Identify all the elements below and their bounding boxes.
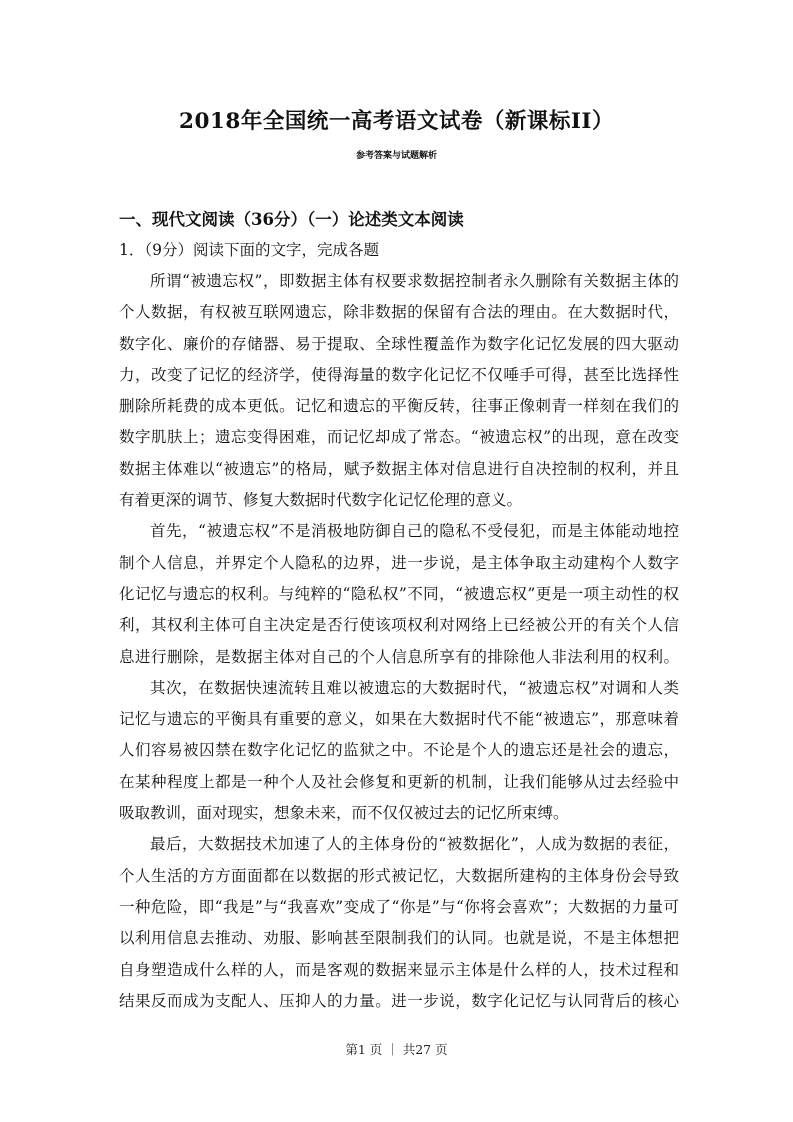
text-line: 记忆与遗忘的平衡具有重要的意义，如果在大数据时代不能“被遗忘”，那意味着	[119, 710, 679, 729]
text-line: 其次，在数据快速流转且难以被遗忘的大数据时代，“被遗忘权”对调和人类	[150, 678, 679, 697]
text-line: 数字化、廉价的存储器、易于提取、全球性覆盖作为数字化记忆发展的四大驱动	[119, 334, 679, 353]
text-line: 制个人信息，并界定个人隐私的边界，进一步说，是主体争取主动建构个人数字	[119, 553, 679, 572]
text-line: 所谓“被遗忘权”，即数据主体有权要求数据控制者永久删除有关数据主体的	[150, 272, 679, 290]
text-line: 利，其权利主体可自主决定是否行使该项权利对网络上已经被公开的有关个人信	[119, 616, 679, 635]
text-line: 个人数据，有权被互联网遗忘，除非数据的保留有合法的理由。在大数据时代，	[119, 303, 679, 322]
text-line: 力，改变了记忆的经济学，使得海量的数字化记忆不仅唾手可得，甚至比选择性	[119, 365, 679, 384]
text-line: 以利用信息去推动、劝服、影响甚至限制我们的认同。也就是说，不是主体想把	[119, 929, 679, 948]
reading-passage	[119, 266, 679, 1017]
text-line: 首先，“被遗忘权”不是消极地防御自己的隐私不受侵犯，而是主体能动地控	[150, 522, 679, 541]
paragraph	[119, 829, 679, 1017]
text-line: 人们容易被囚禁在数字化记忆的监狱之中。不论是个人的遗忘还是社会的遗忘，	[119, 741, 679, 760]
text-line: 有着更深的调节、修复大数据时代数字化记忆伦理的意义。	[119, 491, 523, 510]
question-prompt: 1．（9分）阅读下面的文字，完成各题	[119, 241, 379, 259]
text-line: 个人生活的方方面面都在以数据的形式被记忆，大数据所建构的主体身份会导致	[119, 866, 679, 885]
text-line: 数据主体难以“被遗忘”的格局，赋予数据主体对信息进行自决控制的权利，并且	[119, 459, 679, 478]
text-line: 化记忆与遗忘的权利。与纯粹的“隐私权”不同，“被遗忘权”更是一项主动性的权	[119, 584, 679, 603]
text-line: 结果反而成为支配人、压抑人的力量。进一步说，数字化记忆与认同背后的核心	[119, 991, 679, 1010]
section-heading: 一、现代文阅读（36分）（一）论述类文本阅读	[119, 210, 464, 229]
text-line: 吸取教训，面对现实，想象未来，而不仅仅被过去的记忆所束缚。	[119, 804, 569, 823]
paragraph	[119, 516, 679, 672]
text-line: 在某种程度上都是一种个人及社会修复和更新的机制，让我们能够从过去经验中	[119, 772, 679, 791]
document-subtitle: 参考答案与试题解析	[355, 151, 437, 161]
text-line: 删除所耗费的成本更低。记忆和遗忘的平衡反转，往事正像刺青一样刻在我们的	[119, 397, 679, 416]
document-title: 2018年全国统一高考语文试卷（新课标II）	[179, 109, 614, 134]
text-line: 自身塑造成什么样的人，而是客观的数据来显示主体是什么样的人，技术过程和	[119, 960, 679, 979]
text-line: 数字肌肤上；遗忘变得困难，而记忆却成了常态。“被遗忘权”的出现，意在改变	[119, 428, 679, 447]
text-line: 息进行删除，是数据主体对自己的个人信息所享有的排除他人非法利用的权利。	[119, 647, 679, 666]
paragraph	[119, 673, 679, 829]
text-line: 一种危险，即“我是”与“我喜欢”变成了“你是”与“你将会喜欢”；大数据的力量可	[119, 897, 679, 916]
page-footer: 第1 页 ｜ 共27 页	[345, 1042, 448, 1057]
text-line: 最后，大数据技术加速了人的主体身份的“被数据化”，人成为数据的表征，	[150, 835, 679, 854]
paragraph	[119, 266, 679, 516]
